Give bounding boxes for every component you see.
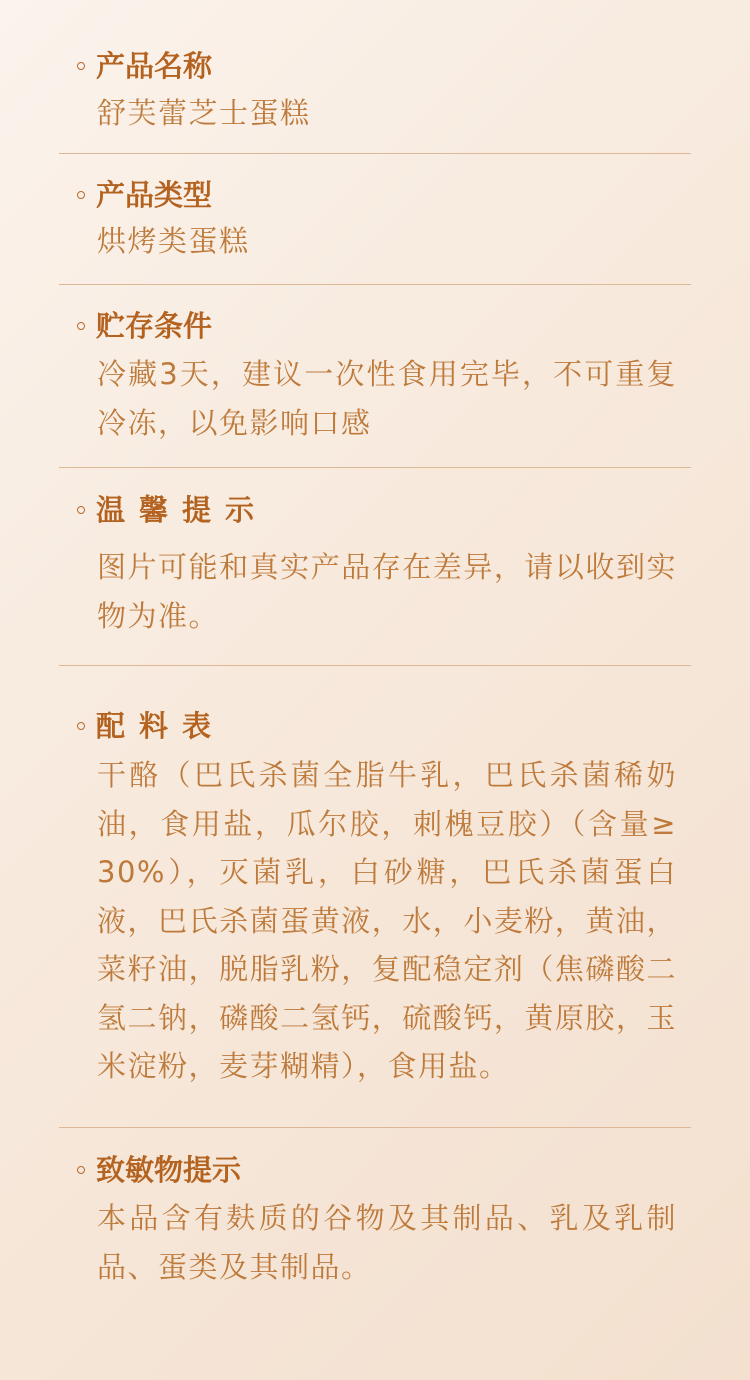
section-divider [59, 153, 691, 154]
section-title-product-type: 产品类型 [96, 178, 213, 212]
hollow-circle-icon [77, 506, 85, 514]
section-title-tips: 温馨提示 [96, 493, 269, 527]
section-body-tips: 图片可能和真实产品存在差异，请以收到实物为准。 [97, 550, 677, 633]
section-divider [59, 665, 691, 666]
section-title-row-product-name [77, 46, 212, 86]
section-title-row-storage [77, 306, 212, 346]
section-title-row-tips [77, 490, 268, 530]
section-body-product-name: 舒芙蕾芝士蛋糕 [97, 96, 311, 130]
hollow-circle-icon [77, 1166, 85, 1174]
section-title-ingredients: 配料表 [96, 709, 226, 743]
section-title-storage: 贮存条件 [96, 309, 213, 343]
section-title-allergens: 致敏物提示 [96, 1153, 242, 1187]
section-body-ingredients: 干酪（巴氏杀菌全脂牛乳，巴氏杀菌稀奶油，食用盐，瓜尔胶，刺槐豆胶）（含量≥30%），灭菌乳，白砂糖，巴氏杀菌蛋白液，巴氏杀菌蛋黄液，水，小麦粉，黄油，菜籽油，脱脂乳粉，复配稳定剂（焦磷酸二氢二钠，磷酸二氢钙，硫酸钙，黄原胶，玉米淀粉，麦芽糊精），食用盐。 [97, 758, 677, 1083]
section-divider [59, 467, 691, 468]
hollow-circle-icon [77, 62, 85, 70]
section-body-allergens: 本品含有麸质的谷物及其制品、乳及乳制品、蛋类及其制品。 [97, 1201, 677, 1284]
hollow-circle-icon [77, 722, 85, 730]
section-title-row-allergens [77, 1150, 241, 1190]
section-divider [59, 284, 691, 285]
section-title-row-product-type [77, 175, 212, 215]
section-title-row-ingredients [77, 706, 225, 746]
hollow-circle-icon [77, 191, 85, 199]
hollow-circle-icon [77, 322, 85, 330]
section-title-product-name: 产品名称 [96, 49, 213, 83]
section-body-storage: 冷藏3天，建议一次性食用完毕，不可重复冷冻，以免影响口感 [97, 357, 677, 440]
section-body-product-type: 烘烤类蛋糕 [97, 224, 250, 258]
section-divider [59, 1127, 691, 1128]
